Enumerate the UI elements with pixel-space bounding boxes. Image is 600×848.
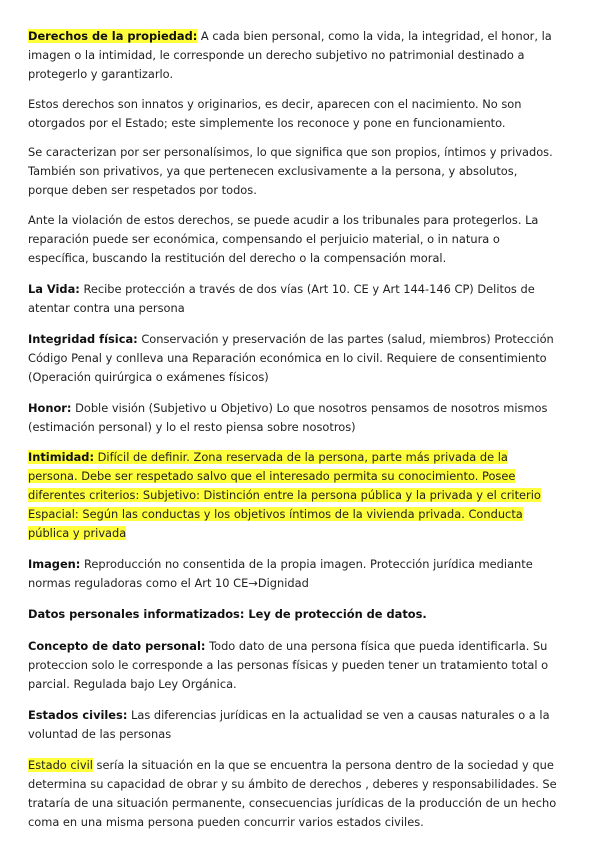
paragraph-vida <box>28 280 558 318</box>
text-integridad: Conservación y preservación de las partes (salud, miembros) Protección Código Penal y conlleva una Reparación económica en lo civil. Requiere de consentimiento (Operación quirúrgica o exámenes físicos) <box>28 332 554 384</box>
heading-datos-personales: Datos personales informatizados: Ley de protección de datos. <box>28 607 427 621</box>
paragraph-datos-personales <box>28 605 558 624</box>
text-honor: Doble visión (Subjetivo u Objetivo) Lo que nosotros pensamos de nosotros mismos (estimación personal) y lo el resto piensa sobre nosotros) <box>28 401 548 434</box>
paragraph-innatos: Estos derechos son innatos y originarios, es decir, aparecen con el nacimiento. No son otorgados por el Estado; este simplemente los reconoce y pone en funcionamiento. <box>28 97 522 130</box>
paragraph-concepto-dato <box>28 637 558 694</box>
text-vida: Recibe protección a través de dos vías (Art 10. CE y Art 144-146 CP) Delitos de atentar contra una persona <box>28 282 535 315</box>
paragraph-intimidad <box>28 448 558 543</box>
heading-intimidad: Intimidad: <box>28 450 95 464</box>
paragraph-integridad <box>28 330 558 387</box>
paragraph-caracterizan: Se caracterizan por ser personalísimos, lo que significa que son propios, íntimos y privados. También son privativos, ya que pertenecen exclusivamente a la persona, y absolutos, porque deben ser respetados por todos. <box>28 145 553 197</box>
highlighted-intimidad <box>28 450 541 540</box>
text-estado-civil: sería la situación en la que se encuentra la persona dentro de la sociedad y que determina su capacidad de obrar y su ámbito de derechos , deberes y responsabilidades. Se trataría de una situación permanente, consecuencias jurídicas de la producción de un hecho coma en una misma persona pueden concurrir varios estados civiles. <box>28 758 557 829</box>
heading-derechos-propiedad: Derechos de la propiedad: <box>28 29 198 43</box>
paragraph-violacion: Ante la violación de estos derechos, se puede acudir a los tribunales para protegerlos. La reparación puede ser económica, compensando el perjuicio material, o in natura o específica, buscando la restitución del derecho o la compensación moral. <box>28 213 539 265</box>
paragraph-honor <box>28 399 558 437</box>
heading-vida: La Vida: <box>28 282 80 296</box>
paragraph-derechos-propiedad <box>28 27 558 84</box>
paragraph-estado-civil <box>28 756 558 832</box>
text-concepto-dato: Todo dato de una persona física que pueda identificarla. Su proteccion solo le corresponde a las personas físicas y pueden tener un tratamiento total o parcial. Regulada bajo Ley Orgánica. <box>28 639 549 691</box>
heading-imagen: Imagen: <box>28 557 81 571</box>
heading-integridad: Integridad física: <box>28 332 138 346</box>
heading-estados-civiles: Estados civiles: <box>28 708 128 722</box>
paragraph-estados-civiles <box>28 706 558 744</box>
heading-honor: Honor: <box>28 401 72 415</box>
text-intimidad: Difícil de definir. Zona reservada de la persona, parte más privada de la persona. Debe ser respetado salvo que el interesado permita su conocimiento. Posee diferentes criterios: Subjetivo: Distinción entre la persona pública y la privada y el criterio Espacial: Según las conductas y los objetivos íntimos de la vivienda privada. Conducta pública y privada <box>28 450 541 540</box>
heading-concepto-dato: Concepto de dato personal: <box>28 639 206 653</box>
text-derechos-propiedad: A cada bien personal, como la vida, la integridad, el honor, la imagen o la intimidad, le corresponde un derecho subjetivo no patrimonial destinado a protegerlo y garantizarlo. <box>28 29 552 81</box>
text-estados-civiles: Las diferencias jurídicas en la actualidad se ven a causas naturales o a la voluntad de las personas <box>28 708 550 741</box>
highlighted-estado-civil: Estado civil <box>28 758 93 772</box>
text-imagen: Reproducción no consentida de la propia imagen. Protección jurídica mediante normas reguladoras como el Art 10 CE→Dignidad <box>28 557 533 590</box>
paragraph-imagen <box>28 555 558 593</box>
document-page <box>28 27 558 832</box>
